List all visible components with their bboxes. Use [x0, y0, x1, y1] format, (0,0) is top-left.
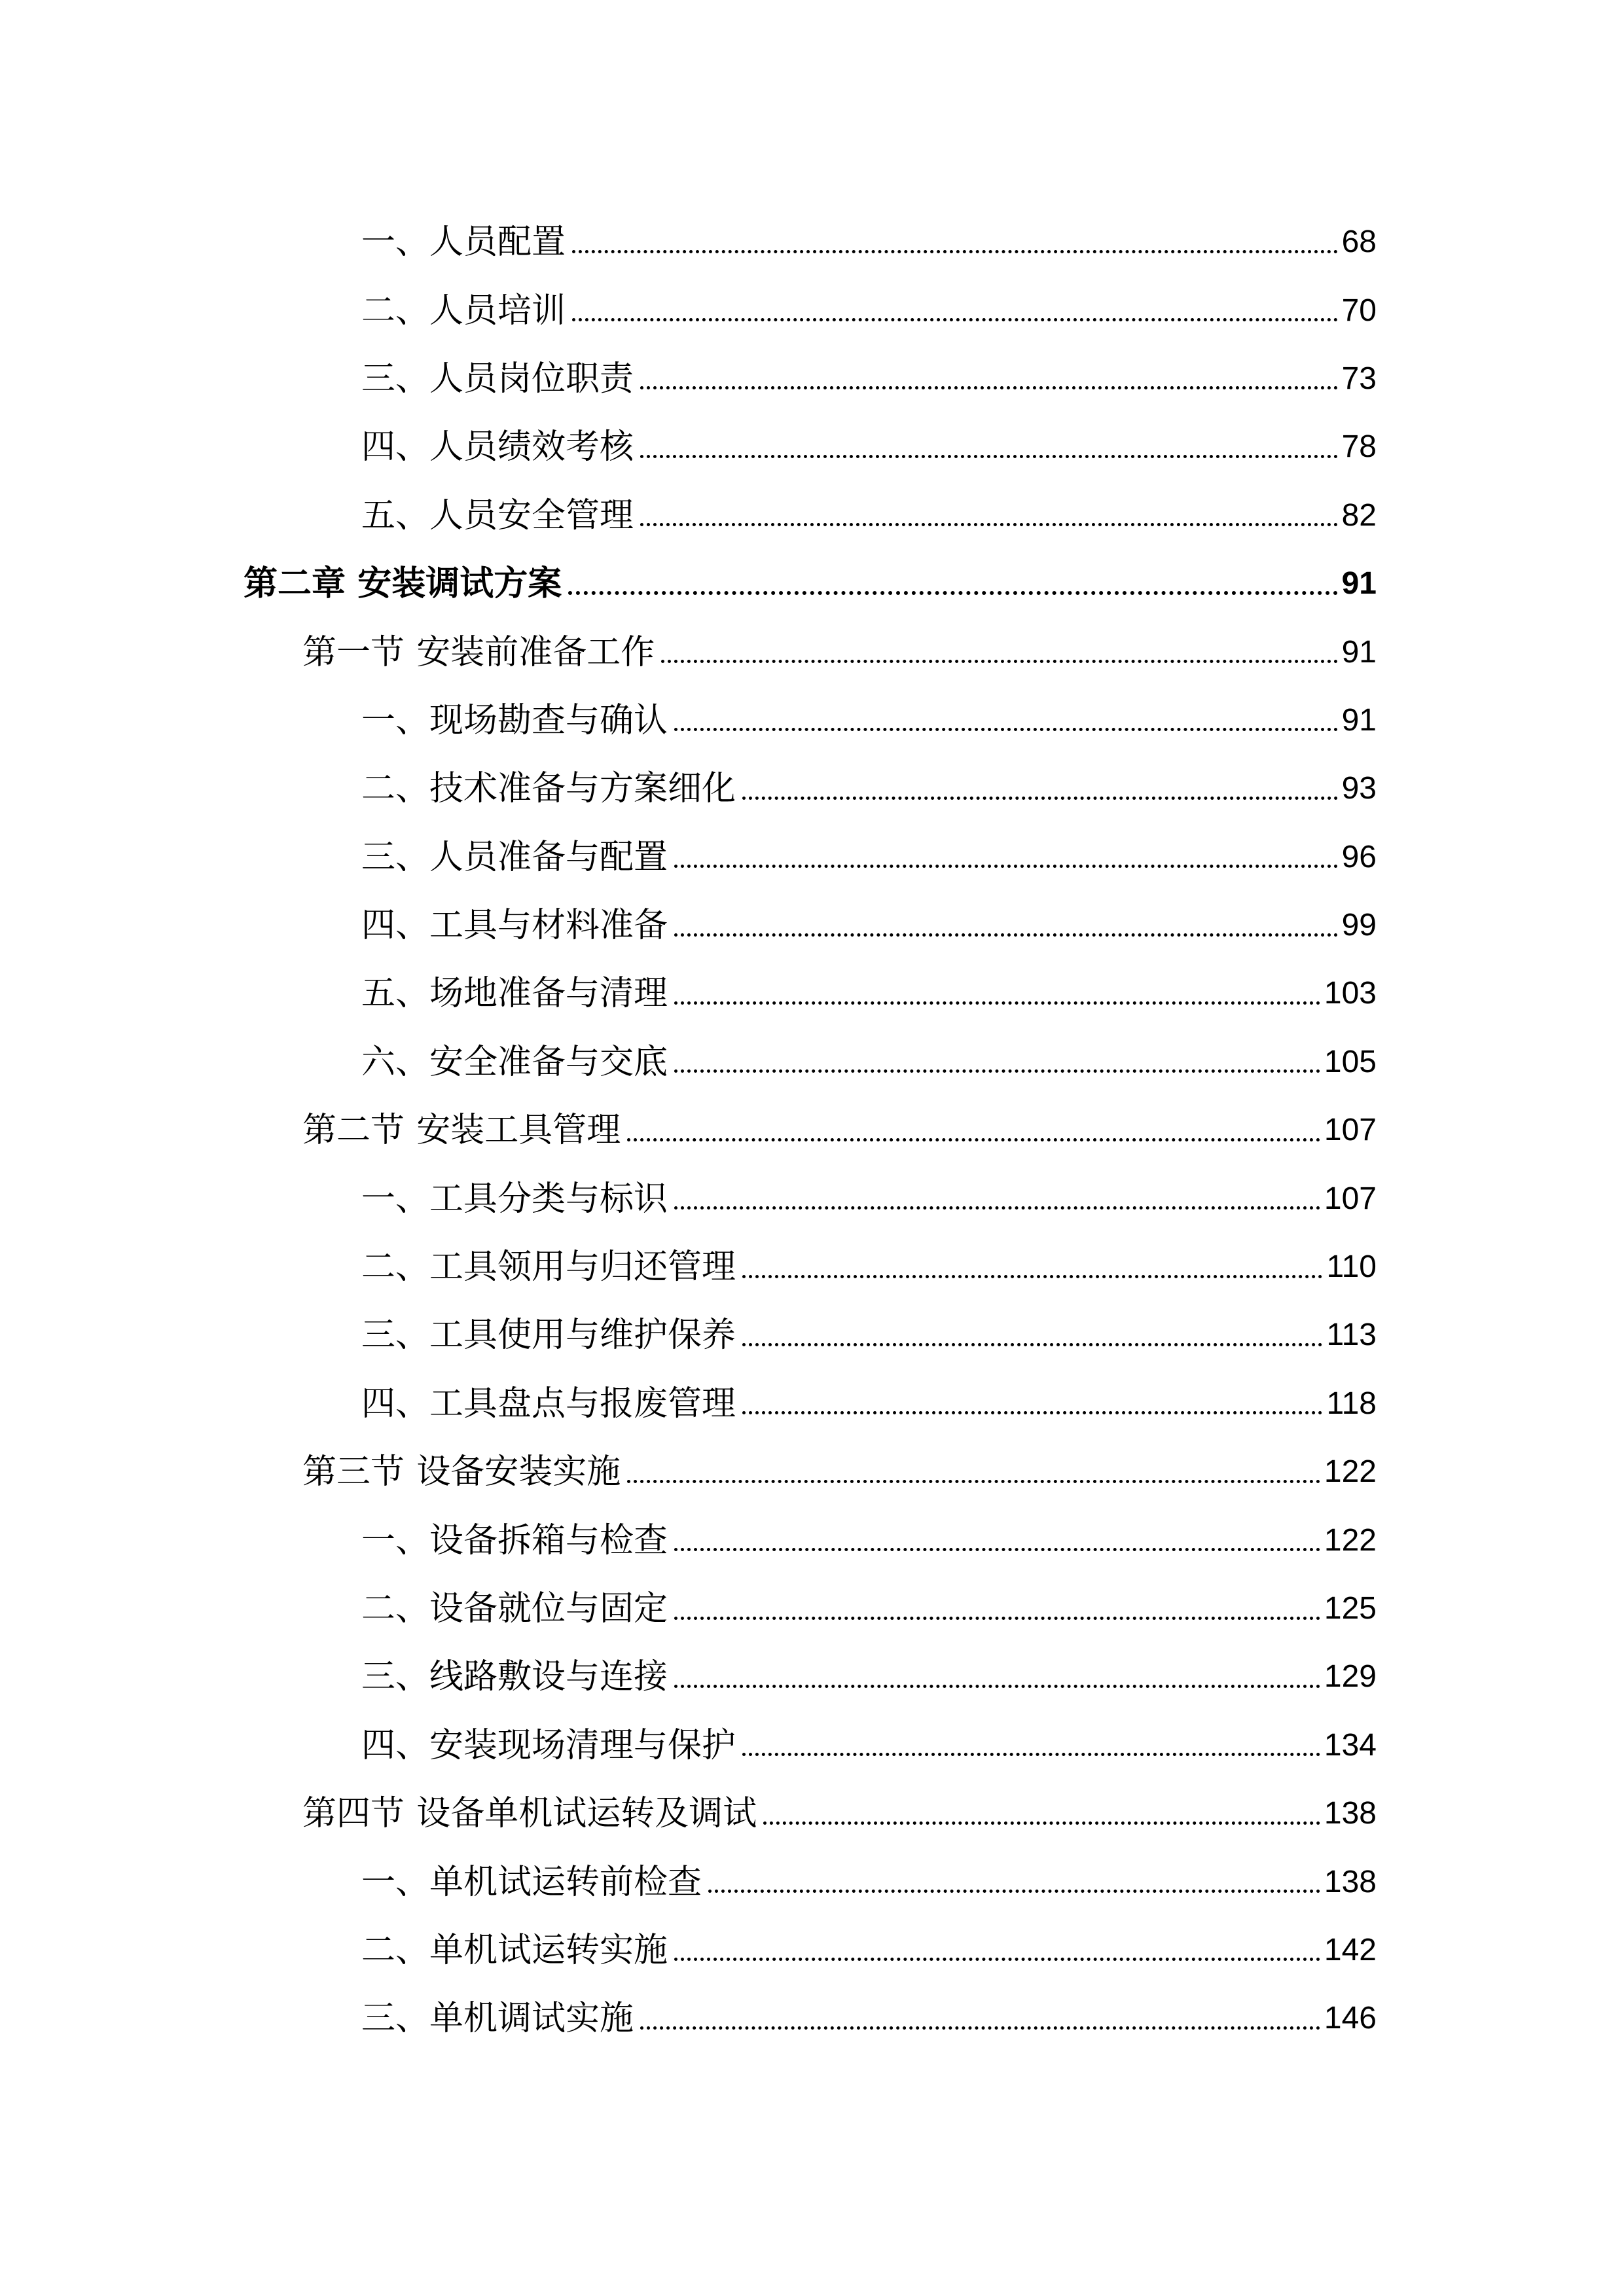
toc-entry-title: 设备单机试运转及调试: [416, 1794, 757, 1834]
toc-entry-line: [361, 482, 1377, 550]
toc-dot-leader: [640, 386, 1338, 389]
toc-entry-label: [361, 359, 634, 399]
toc-entry-title: 工具使用与维护保养: [429, 1316, 736, 1355]
toc-entry-number: 三、: [361, 1999, 430, 2039]
toc-entry-line: [302, 1438, 1377, 1506]
toc-item-entry[interactable]: [0, 1848, 1624, 1916]
toc-entry-number: 第一节: [302, 632, 405, 672]
toc-dot-leader: [674, 1206, 1320, 1210]
toc-entry-number: 五、: [361, 495, 430, 535]
toc-item-entry[interactable]: [0, 1164, 1624, 1232]
toc-entry-label: [361, 1999, 634, 2039]
toc-entry-number: 三、: [361, 837, 430, 877]
toc-page-number: 134: [1324, 1727, 1377, 1763]
toc-entry-number: 一、: [361, 1520, 430, 1560]
toc-dot-leader: [674, 728, 1338, 731]
toc-item-entry[interactable]: [0, 687, 1624, 755]
toc-entry-label: [302, 1794, 757, 1834]
toc-entry-label: [361, 1725, 736, 1765]
toc-entry-label: [302, 632, 655, 672]
toc-entry-line: [302, 1780, 1377, 1848]
toc-item-entry[interactable]: [0, 960, 1624, 1028]
toc-entry-label: [361, 1042, 668, 1082]
toc-entry-line: [361, 413, 1377, 481]
toc-entry-line: [361, 1848, 1377, 1916]
toc-entry-title: 工具盘点与报废管理: [429, 1384, 736, 1424]
toc-entry-number: 四、: [361, 906, 430, 946]
toc-entry-number: 第二节: [302, 1111, 405, 1151]
toc-entry-label: [361, 1657, 668, 1697]
toc-dot-leader: [640, 2026, 1320, 2030]
toc-entry-line: [302, 618, 1377, 686]
toc-entry-label: [361, 291, 566, 331]
toc-item-entry[interactable]: [0, 1233, 1624, 1301]
toc-item-entry[interactable]: [0, 208, 1624, 276]
toc-entry-number: 一、: [361, 1862, 430, 1902]
toc-dot-leader: [674, 1685, 1320, 1688]
toc-entry-number: 三、: [361, 1657, 430, 1697]
toc-entry-title: 安全准备与交底: [429, 1042, 668, 1082]
toc-entry-title: 工具分类与标识: [429, 1179, 668, 1219]
toc-dot-leader: [674, 933, 1338, 937]
toc-dot-leader: [640, 523, 1338, 526]
toc-entry-title: 人员培训: [429, 291, 566, 331]
toc-page-number: 91: [1341, 634, 1377, 670]
toc-entry-line: [361, 687, 1377, 755]
toc-entry-line: [361, 891, 1377, 960]
toc-dot-leader: [568, 591, 1337, 595]
toc-page-number: 96: [1341, 839, 1377, 874]
toc-entry-title: 单机试运转前检查: [429, 1862, 702, 1902]
toc-dot-leader: [742, 797, 1338, 800]
toc-item-entry[interactable]: [0, 345, 1624, 413]
toc-entry-label: [361, 495, 634, 535]
toc-entry-label: [361, 974, 668, 1014]
toc-item-entry[interactable]: [0, 276, 1624, 344]
toc-entry-label: [361, 1179, 668, 1219]
toc-page-number: 146: [1324, 2001, 1377, 2036]
toc-entry-title: 人员配置: [429, 223, 566, 262]
toc-section-entry[interactable]: [0, 1096, 1624, 1164]
toc-page-number: 129: [1324, 1659, 1377, 1695]
toc-item-entry[interactable]: [0, 1984, 1624, 2053]
toc-page-number: 91: [1341, 566, 1377, 601]
toc-entry-label: [361, 1589, 668, 1628]
toc-item-entry[interactable]: [0, 1712, 1624, 1780]
toc-page-number: 99: [1341, 908, 1377, 943]
toc-page-number: 142: [1324, 1932, 1377, 1967]
toc-page-number: 93: [1341, 771, 1377, 806]
toc-entry-number: 一、: [361, 223, 430, 262]
toc-dot-leader: [572, 318, 1338, 321]
toc-dot-leader: [572, 250, 1338, 253]
toc-entry-title: 人员岗位职责: [429, 359, 634, 399]
toc-entry-number: 三、: [361, 359, 430, 399]
toc-entry-number: 第三节: [302, 1452, 405, 1492]
toc-page-number: 138: [1324, 1864, 1377, 1899]
toc-entry-line: [361, 823, 1377, 891]
toc-entry-label: [361, 427, 634, 467]
toc-item-entry[interactable]: [0, 755, 1624, 823]
toc-entry-line: [302, 1096, 1377, 1164]
toc-dot-leader: [674, 1001, 1320, 1005]
toc-dot-leader: [674, 1069, 1320, 1073]
toc-entry-title: 安装现场清理与保护: [429, 1725, 736, 1765]
toc-entry-title: 单机试运转实施: [429, 1930, 668, 1970]
toc-entry-label: [361, 1247, 736, 1287]
toc-entry-label: [361, 1316, 736, 1355]
toc-entry-number: 第二章: [244, 564, 346, 604]
toc-dot-leader: [708, 1890, 1320, 1893]
toc-dot-leader: [674, 865, 1338, 868]
toc-page-number: 125: [1324, 1591, 1377, 1626]
toc-item-entry[interactable]: [0, 891, 1624, 960]
toc-entry-number: 六、: [361, 1042, 430, 1082]
toc-section-entry[interactable]: [0, 618, 1624, 686]
toc-section-entry[interactable]: [0, 1780, 1624, 1848]
toc-page-number: 107: [1324, 1113, 1377, 1148]
toc-entry-line: [244, 550, 1377, 618]
toc-page-number: 70: [1341, 293, 1377, 328]
toc-entry-title: 设备就位与固定: [429, 1589, 668, 1628]
toc-entry-title: 线路敷设与连接: [429, 1657, 668, 1697]
toc-dot-leader: [742, 1411, 1322, 1414]
toc-entry-title: 场地准备与清理: [429, 974, 668, 1014]
toc-entry-number: 一、: [361, 700, 430, 740]
toc-entry-number: 二、: [361, 769, 430, 809]
toc-entry-title: 设备拆箱与检查: [429, 1520, 668, 1560]
toc-page-number: 103: [1324, 976, 1377, 1011]
toc-entry-number: 一、: [361, 1179, 430, 1219]
toc-item-entry[interactable]: [0, 823, 1624, 891]
toc-item-entry[interactable]: [0, 1575, 1624, 1643]
toc-entry-label: [361, 1930, 668, 1970]
toc-entry-line: [361, 1916, 1377, 1984]
toc-entry-number: 五、: [361, 974, 430, 1014]
toc-entry-number: 三、: [361, 1316, 430, 1355]
toc-entry-line: [361, 1301, 1377, 1369]
toc-entry-line: [361, 208, 1377, 276]
toc-entry-title: 人员绩效考核: [429, 427, 634, 467]
toc-dot-leader: [674, 1958, 1320, 1961]
toc-chapter-entry[interactable]: [0, 550, 1624, 618]
toc-dot-leader: [661, 660, 1337, 663]
toc-entry-line: [361, 1984, 1377, 2053]
toc-entry-title: 设备安装实施: [416, 1452, 621, 1492]
toc-page-number: 122: [1324, 1454, 1377, 1490]
toc-page-number: 82: [1341, 497, 1377, 533]
toc-entry-number: 二、: [361, 1247, 430, 1287]
toc-entry-number: 二、: [361, 291, 430, 331]
toc-page-number: 113: [1326, 1318, 1377, 1353]
toc-entry-line: [361, 1233, 1377, 1301]
toc-page-number: 78: [1341, 429, 1377, 465]
toc-entry-title: 安装调试方案: [357, 564, 562, 604]
toc-entry-line: [361, 1164, 1377, 1232]
toc-entry-label: [302, 1452, 621, 1492]
toc-entry-title: 人员准备与配置: [429, 837, 668, 877]
toc-item-entry[interactable]: [0, 482, 1624, 550]
toc-entry-number: 四、: [361, 1384, 430, 1424]
toc-page-number: 138: [1324, 1796, 1377, 1831]
toc-page-number: 118: [1326, 1386, 1377, 1421]
toc-entry-title: 安装工具管理: [416, 1111, 621, 1151]
toc-entry-number: 四、: [361, 1725, 430, 1765]
toc-entry-line: [361, 1506, 1377, 1574]
toc-entry-line: [361, 960, 1377, 1028]
toc-entry-line: [361, 1575, 1377, 1643]
toc-entry-line: [361, 1028, 1377, 1096]
toc-page-number: 73: [1341, 361, 1377, 396]
toc-entry-label: [361, 1520, 668, 1560]
toc-entry-label: [361, 1862, 702, 1902]
toc-entry-title: 安装前准备工作: [416, 632, 655, 672]
toc-entry-title: 技术准备与方案细化: [429, 769, 736, 809]
table-of-contents: [0, 208, 1624, 2053]
toc-page-number: 68: [1341, 224, 1377, 260]
toc-entry-label: [244, 564, 562, 604]
toc-entry-label: [361, 223, 566, 262]
toc-entry-line: [361, 755, 1377, 823]
toc-dot-leader: [640, 455, 1338, 458]
toc-entry-label: [361, 700, 668, 740]
toc-page-number: 107: [1324, 1181, 1377, 1216]
toc-entry-label: [361, 1384, 736, 1424]
toc-entry-label: [302, 1111, 621, 1151]
toc-entry-label: [361, 906, 668, 946]
toc-dot-leader: [763, 1821, 1320, 1825]
toc-section-entry[interactable]: [0, 1438, 1624, 1506]
toc-entry-number: 第四节: [302, 1794, 405, 1834]
toc-dot-leader: [627, 1138, 1320, 1141]
toc-entry-line: [361, 1712, 1377, 1780]
toc-entry-number: 四、: [361, 427, 430, 467]
toc-item-entry[interactable]: [0, 1028, 1624, 1096]
toc-entry-line: [361, 276, 1377, 344]
toc-entry-line: [361, 1643, 1377, 1711]
toc-page-number: 91: [1341, 702, 1377, 738]
toc-entry-title: 工具领用与归还管理: [429, 1247, 736, 1287]
toc-item-entry[interactable]: [0, 1643, 1624, 1711]
toc-dot-leader: [742, 1343, 1322, 1346]
toc-item-entry[interactable]: [0, 1370, 1624, 1438]
toc-page-number: 105: [1324, 1044, 1377, 1079]
toc-entry-title: 工具与材料准备: [429, 906, 668, 946]
toc-entry-line: [361, 1370, 1377, 1438]
toc-entry-title: 单机调试实施: [429, 1999, 634, 2039]
toc-dot-leader: [742, 1753, 1320, 1756]
toc-item-entry[interactable]: [0, 1506, 1624, 1574]
toc-entry-label: [361, 837, 668, 877]
toc-dot-leader: [674, 1548, 1320, 1551]
toc-item-entry[interactable]: [0, 1301, 1624, 1369]
toc-page-number: 110: [1326, 1249, 1377, 1285]
toc-dot-leader: [674, 1617, 1320, 1620]
toc-entry-number: 二、: [361, 1589, 430, 1628]
toc-dot-leader: [742, 1275, 1322, 1278]
toc-entry-label: [361, 769, 736, 809]
toc-page-number: 122: [1324, 1522, 1377, 1558]
toc-entry-line: [361, 345, 1377, 413]
toc-item-entry[interactable]: [0, 1916, 1624, 1984]
toc-entry-number: 二、: [361, 1930, 430, 1970]
toc-dot-leader: [627, 1480, 1320, 1483]
toc-entry-title: 现场勘查与确认: [429, 700, 668, 740]
toc-entry-title: 人员安全管理: [429, 495, 634, 535]
toc-item-entry[interactable]: [0, 413, 1624, 481]
